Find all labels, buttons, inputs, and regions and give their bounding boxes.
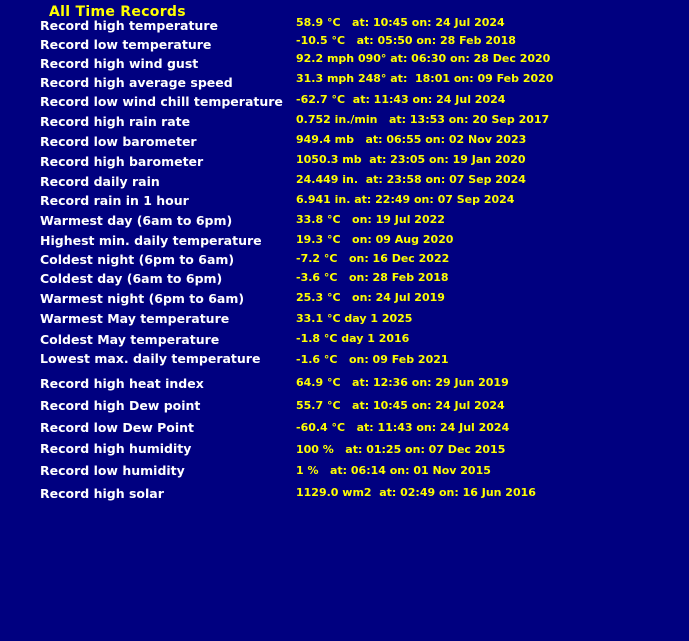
record-label: Record low temperature xyxy=(40,37,212,52)
record-label: Record high temperature xyxy=(40,18,218,33)
record-value: 33.1 °C day 1 2025 xyxy=(296,312,413,325)
record-label: Record high heat index xyxy=(40,376,204,391)
record-label: Warmest day (6am to 6pm) xyxy=(40,213,233,228)
record-value: -1.8 °C day 1 2016 xyxy=(296,332,410,345)
record-label: Record high wind gust xyxy=(40,56,199,71)
record-value: 31.3 mph 248° at: 18:01 on: 09 Feb 2020 xyxy=(296,72,554,85)
record-label: Coldest night (6pm to 6am) xyxy=(40,252,235,267)
record-value: 6.941 in. at: 22:49 on: 07 Sep 2024 xyxy=(296,193,515,206)
record-value: 100 % at: 01:25 on: 07 Dec 2015 xyxy=(296,443,506,456)
record-label: Record high barometer xyxy=(40,154,204,169)
record-value: 1129.0 wm2 at: 02:49 on: 16 Jun 2016 xyxy=(296,486,536,499)
record-label: Record low wind chill temperature xyxy=(40,94,283,109)
record-label: Warmest night (6pm to 6am) xyxy=(40,291,245,306)
record-value: 25.3 °C on: 24 Jul 2019 xyxy=(296,291,445,304)
record-label: Record rain in 1 hour xyxy=(40,193,189,208)
record-label: Coldest May temperature xyxy=(40,332,220,347)
record-label: Record high Dew point xyxy=(40,398,201,413)
record-label: Record high rain rate xyxy=(40,114,191,129)
record-label: Record high humidity xyxy=(40,441,192,456)
record-label: Coldest day (6am to 6pm) xyxy=(40,271,223,286)
record-value: -62.7 °C at: 11:43 on: 24 Jul 2024 xyxy=(296,93,506,106)
page-title: All Time Records xyxy=(49,4,186,20)
record-value: -10.5 °C at: 05:50 on: 28 Feb 2018 xyxy=(296,34,516,47)
record-value: 24.449 in. at: 23:58 on: 07 Sep 2024 xyxy=(296,173,526,186)
record-label: Warmest May temperature xyxy=(40,311,230,326)
record-label: Record high solar xyxy=(40,486,164,501)
record-value: 64.9 °C at: 12:36 on: 29 Jun 2019 xyxy=(296,376,509,389)
record-value: -7.2 °C on: 16 Dec 2022 xyxy=(296,252,450,265)
record-value: 1 % at: 06:14 on: 01 Nov 2015 xyxy=(296,464,491,477)
record-label: Record high average speed xyxy=(40,75,233,90)
record-value: -1.6 °C on: 09 Feb 2021 xyxy=(296,353,449,366)
record-value: -60.4 °C at: 11:43 on: 24 Jul 2024 xyxy=(296,421,510,434)
record-value: 949.4 mb at: 06:55 on: 02 Nov 2023 xyxy=(296,133,527,146)
record-value: 55.7 °C at: 10:45 on: 24 Jul 2024 xyxy=(296,399,505,412)
record-value: 19.3 °C on: 09 Aug 2020 xyxy=(296,233,454,246)
record-label: Record low barometer xyxy=(40,134,197,149)
record-label: Highest min. daily temperature xyxy=(40,233,262,248)
record-label: Record low humidity xyxy=(40,463,185,478)
record-label: Record low Dew Point xyxy=(40,420,194,435)
record-label: Lowest max. daily temperature xyxy=(40,351,261,366)
record-value: 58.9 °C at: 10:45 on: 24 Jul 2024 xyxy=(296,16,505,29)
record-value: 33.8 °C on: 19 Jul 2022 xyxy=(296,213,445,226)
record-value: 92.2 mph 090° at: 06:30 on: 28 Dec 2020 xyxy=(296,52,551,65)
record-value: 0.752 in./min at: 13:53 on: 20 Sep 2017 xyxy=(296,113,550,126)
record-label: Record daily rain xyxy=(40,174,160,189)
record-value: -3.6 °C on: 28 Feb 2018 xyxy=(296,271,449,284)
record-value: 1050.3 mb at: 23:05 on: 19 Jan 2020 xyxy=(296,153,526,166)
